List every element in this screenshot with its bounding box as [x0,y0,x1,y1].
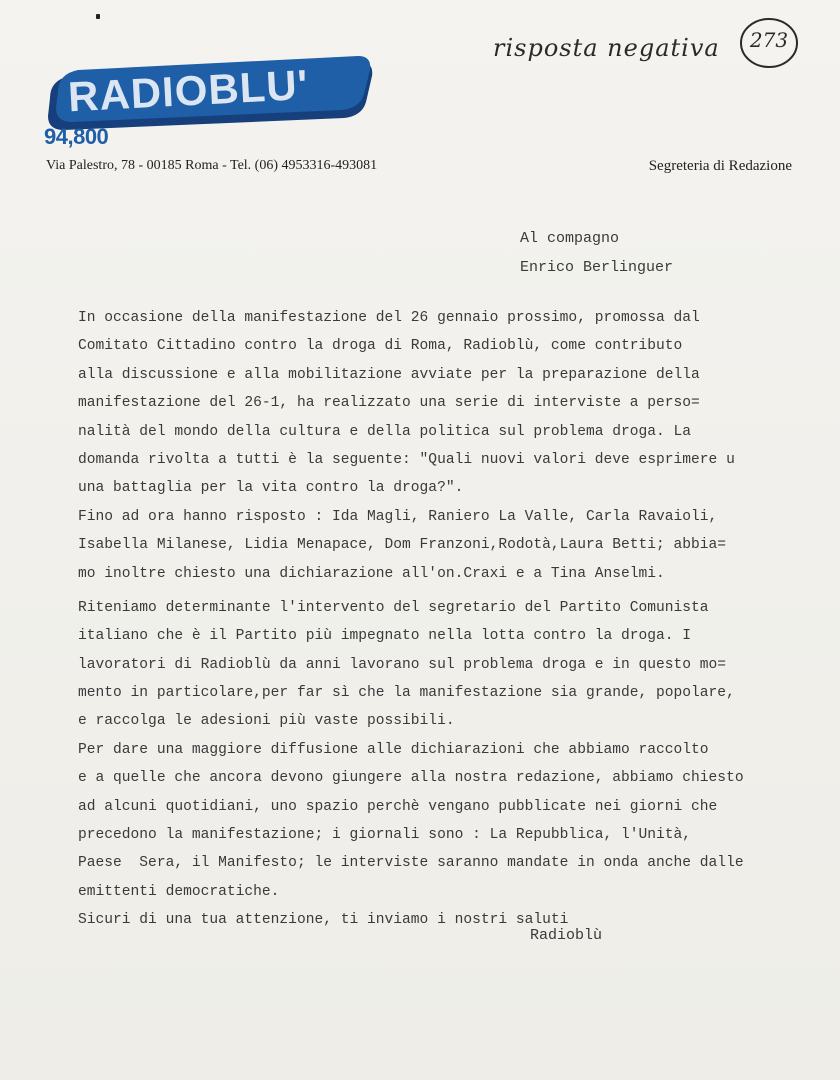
body-line: domanda rivolta a tutti è la seguente: "Quali nuovi valori deve esprimere u [78,451,735,468]
body-line: ad alcuni quotidiani, uno spazio perchè vengano pubblicate nei giorni che [78,798,718,815]
handwritten-note: risposta negativa [493,34,720,62]
letterhead-address: Via Palestro, 78 - 00185 Roma - Tel. (06) 4953316-493081 [46,158,378,173]
signature: Radioblù [530,927,603,944]
body-line: e a quelle che ancora devono giungere alla nostra redazione, abbiamo chiesto [78,770,744,787]
department-label: Segreteria di Redazione [648,158,792,174]
body-line: Comitato Cittadino contro la droga di Roma, Radioblù, come contributo [78,338,683,355]
body-line: italiano che è il Partito più impegnato nella lotta contro la droga. I [78,628,692,645]
body-line: Paese Sera, il Manifesto; le interviste saranno mandate in onda anche dalle [78,855,744,872]
body-line: mento in particolare,per far sì che la manifestazione sia grande, popolare, [78,685,735,702]
body-line: nalità del mondo della cultura e della politica sul problema droga. La [78,423,692,440]
letter-body [78,304,808,935]
logo-text: RADIOBLU' [66,60,310,121]
recipient-name: Enrico Berlinguer [520,259,674,276]
frequency: 94,800 [44,124,109,149]
body-line: Per dare una maggiore diffusione alle dichiarazioni che abbiamo raccolto [78,741,709,758]
recipient-salutation: Al compagno [520,230,620,247]
body-line: e raccolga le adesioni più vaste possibili. [78,713,455,730]
body-line: Sicuri di una tua attenzione, ti inviamo i nostri saluti [78,912,569,929]
body-line: Riteniamo determinante l'intervento del segretario del Partito Comunista [78,599,709,616]
page-number: 273 [749,28,789,52]
body-line: manifestazione del 26-1, ha realizzato una serie di interviste a perso= [78,395,700,412]
page-number-stamp [738,14,800,72]
body-line: Fino ad ora hanno risposto : Ida Magli, Raniero La Valle, Carla Ravaioli, [78,508,718,525]
recipient-block [520,224,673,282]
ink-mark [96,14,100,19]
radioblu-logo-graphic [40,40,380,136]
body-line: emittenti democratiche. [78,883,280,900]
body-line: Isabella Milanese, Lidia Menapace, Dom Franzoni,Rodotà,Laura Betti; abbia= [78,537,727,554]
body-line: alla discussione e alla mobilitazione avviate per la preparazione della [78,366,700,383]
body-line: lavoratori di Radioblù da anni lavorano sul problema droga e in questo mo= [78,656,727,673]
body-line: una battaglia per la vita contro la droga?". [78,480,464,497]
paragraph-1 [78,304,808,588]
body-line: In occasione della manifestazione del 26 gennaio prossimo, promossa dal [78,310,700,326]
body-line: mo inoltre chiesto una dichiarazione all'on.Craxi e a Tina Anselmi. [78,565,665,582]
paragraph-2 [78,594,808,935]
body-line: precedono la manifestazione; i giornali sono : La Repubblica, l'Unità, [78,827,692,844]
